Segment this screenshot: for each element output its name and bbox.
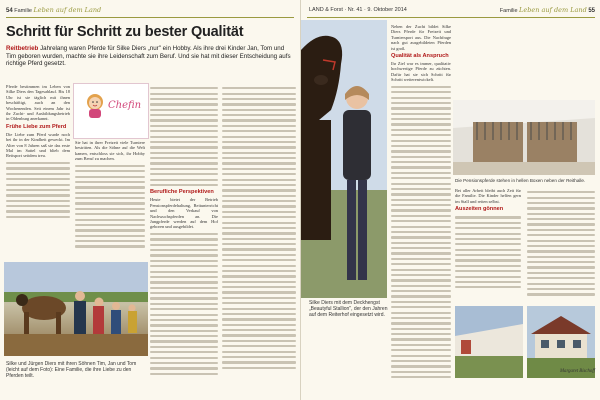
body-column-3 [150,84,218,384]
deck-kicker: Reitbetrieb [6,45,39,52]
article-headline: Schritt für Schritt zu bester Qualität [6,24,244,40]
riding-arena-photo [455,306,523,378]
body-right1: Ihr Ziel war es immer, qualitativ hochwertige Pferde zu züchten. Dafür hat sie sich Schritt für Schritt weiterentwickelt. [391,61,451,83]
text-lines [6,162,70,218]
family-with-horse-image [4,262,148,356]
text-lines [75,165,145,248]
woman-with-horse-photo [301,20,387,298]
text-lines [391,86,451,379]
header-rule [6,17,294,18]
chefin-label: Chefin [108,100,142,111]
right-body-column-2 [455,188,521,303]
right-section-label: Familie [499,8,518,14]
horse-photo-caption: Silke Diers mit dem Deckhengst „Beautyful Stallion", der den Jahren auf dem Reiterhof eingesetzt wird. [309,300,388,319]
author-name: Margaret Bischoff [560,369,595,374]
text-lines [455,216,521,288]
stable-interior-photo [453,100,595,175]
right-page-header [309,4,407,16]
text-lines [527,191,595,295]
subhead-auszeiten: Auszeiten gönnen [455,206,504,213]
body-col3: Heute bietet der Betrieb Pensionspferdehaltung, Reitunterricht und den Verkauf von Nachwuchspferden an. Die Jungpferde werden auf dem Hof geboren und ausgebildet. [150,197,218,230]
stable-boxes-image [453,100,595,175]
stable-photo-caption: Die Pensionspferde stehen in hellen Boxen neben der Reithalle. [455,178,586,183]
subhead-fruehe-liebe: Frühe Liebe zum Pferd [6,123,67,130]
left-brand-logo: Leben auf dem Land [33,6,102,14]
body-column-2 [75,140,145,260]
deck-text: Jahrelang waren Pferde für Silke Diers „nur" ein Hobby. Als ihre drei Kinder Jan, Tom und Tim geboren wurden, machte sie ihre Leidenschaft zum Beruf. Und sie hat mit dieser Entscheidung aufs richtige Pferd gesetzt. [6,45,291,68]
body-intro: Pferde bestimmen im Leben von Silke Diers den Tagesablauf. Bis 18 Uhr ist sie täglich mit ihnen beschäftigt, auch an den Wochenenden. Seit einem Jahr ist ihr Zucht- und Ausbildungsbetrieb in Oldenburg anerkannt. [6,84,70,122]
family-photo-caption: Silke und Jürgen Diers mit ihren Söhnen Tim, Jan und Tom (leicht auf dem Foto): Eine Familie, die ihre Liebe zu den Pferden teilt. [6,361,137,380]
text-lines [150,233,218,375]
right-body-column-1 [391,24,451,379]
right-brand-logo: Leben auf dem Land [519,6,587,14]
left-page-header [6,4,101,16]
woman-cartoon-icon [84,92,106,118]
text-lines [150,87,218,186]
header-rule [307,17,595,18]
right-page-brand-group [500,4,595,16]
body-col1b: Die Liebe zum Pferd wurde noch bei ihr in der Kindheit geweckt. Im Alter von 8 Jahren saß sie das erste Mal im Sattel und blieb dem Reitsport seitdem treu. [6,131,70,159]
article-deck [6,45,294,68]
family-photo [4,262,148,356]
chefin-badge [73,83,149,139]
left-section-label: Familie [14,8,32,14]
text-lines [222,87,296,369]
body-column-1 [6,84,70,260]
stable-building-photo [527,306,595,378]
subhead-berufliche-perspektiven: Berufliche Perspektiven [150,189,214,196]
body-column-4 [222,84,296,384]
stable-building-image [527,306,595,378]
body-col2: Sie hat in ihrer Freizeit viele Turniere bestritten. Als die Söhne auf die Welt kamen, entschloss sie sich, ihr Hobby zum Beruf zu machen. [75,140,145,162]
right-body-column-3 [527,188,595,303]
woman-with-horse-image [301,20,387,298]
body-mid: Neben der Zucht bildet Silke Diers Pferde für Freizeit und Turniersport aus. Die Nachfrage nach gut ausgebildeten Pferden ist groß. [391,24,451,51]
right-page-number: 55 [588,8,595,14]
right-page [300,0,600,400]
left-page-number: 54 [6,8,13,14]
arena-image [455,306,523,378]
body-right2: Bei aller Arbeit bleibt auch Zeit für die Familie. Die Kinder helfen gern im Stall und reiten selbst. [455,188,521,204]
subhead-qualitaet: Qualität als Anspruch [391,53,449,60]
issue-info: LAND & Forst · Nr. 41 · 9. Oktober 2014 [309,7,407,13]
